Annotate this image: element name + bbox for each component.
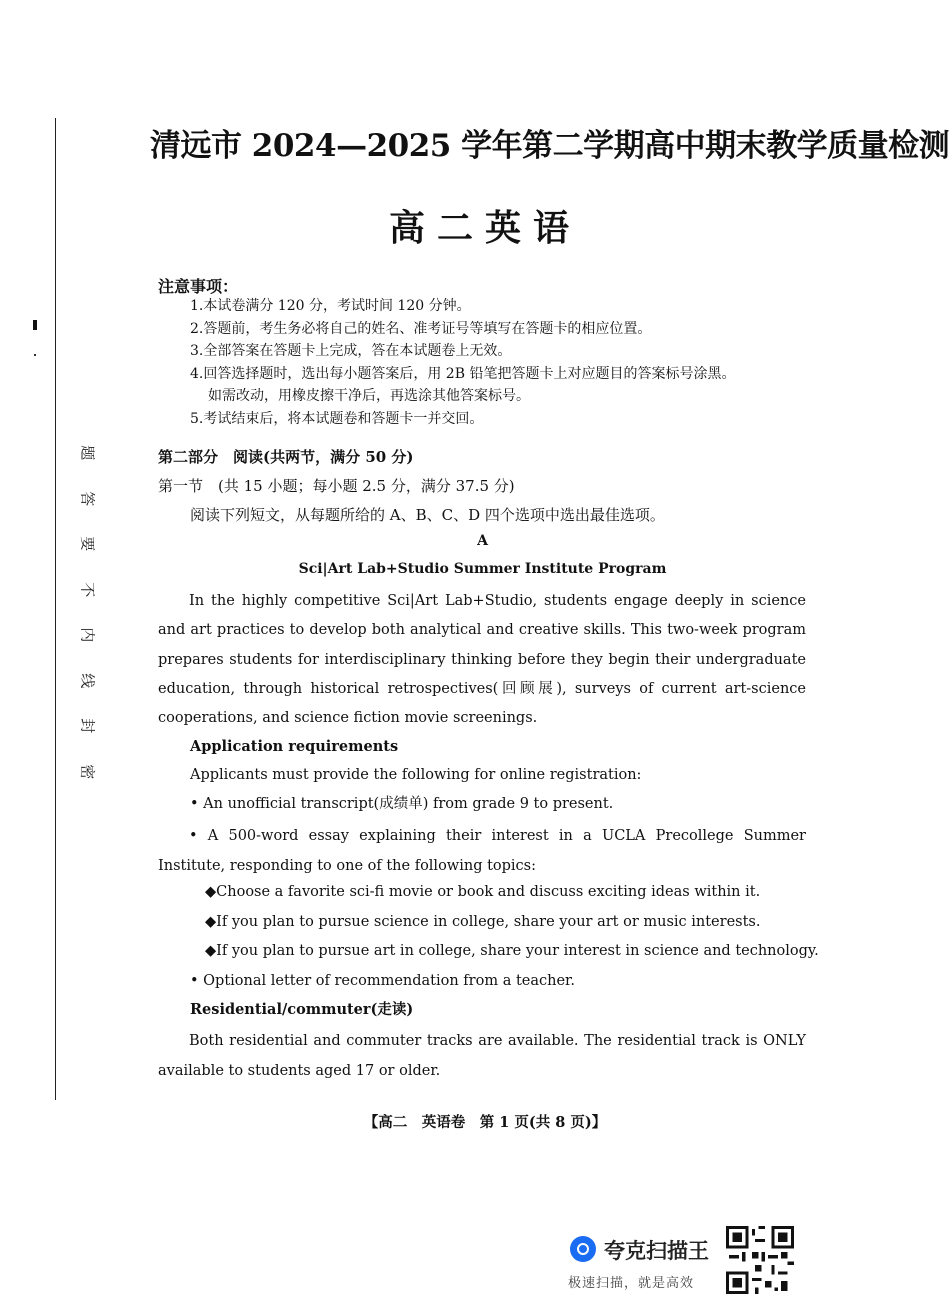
- seal-char: 不: [78, 581, 97, 597]
- seal-char: 密: [78, 763, 97, 779]
- notice-list: [190, 295, 820, 430]
- requirements-heading: Application requirements: [190, 738, 399, 755]
- passage-title: Sci|Art Lab+Studio Summer Institute Program: [298, 561, 667, 577]
- seal-char: 内: [78, 627, 97, 643]
- essay-topic: ◆If you plan to pursue science in college, share your art or music interests.: [205, 914, 761, 930]
- seal-char: 线: [78, 672, 97, 688]
- seal-char: 封: [78, 718, 97, 734]
- section-heading: 第一节 (共 15 小题；每小题 2.5 分，满分 37.5 分): [158, 477, 515, 495]
- binding-line: [55, 118, 56, 1100]
- requirement-essay: • A 500-word essay explaining their interest in a UCLA Precollege Summer Institute, responding to one of the following topics:: [158, 828, 806, 874]
- notice-heading: 注意事项：: [158, 277, 239, 296]
- essay-topic: ◆Choose a favorite sci-fi movie or book and discuss exciting ideas within it.: [205, 884, 761, 900]
- requirement-recommendation: • Optional letter of recommendation from a teacher.: [190, 973, 575, 989]
- seal-char: 答: [78, 490, 97, 506]
- exam-subtitle: 高二英语: [388, 207, 581, 249]
- essay-topic: ◆If you plan to pursue art in college, share your interest in science and technology.: [205, 943, 819, 959]
- residential-text: Both residential and commuter tracks are available. The residential track is ONLY available to students aged 17 or older.: [158, 1033, 806, 1079]
- notice-item: 5.考试结束后，将本试题卷和答题卡一并交回。: [190, 410, 484, 427]
- scanner-slogan: 极速扫描，就是高效: [568, 1276, 695, 1291]
- notice-item: 2.答题前，考生务必将自己的姓名、准考证号等填写在答题卡的相应位置。: [190, 320, 652, 337]
- page-footer: 【高二 英语卷 第 1 页(共 8 页)】: [363, 1114, 607, 1131]
- residential-heading: Residential/commuter(走读): [190, 1001, 414, 1018]
- instruction: 阅读下列短文，从每题所给的 A、B、C、D 四个选项中选出最佳选项。: [190, 506, 665, 524]
- notice-item: 3.全部答案在答题卡上完成，答在本试题卷上无效。: [190, 343, 512, 359]
- requirements-intro: Applicants must provide the following for online registration:: [190, 767, 642, 783]
- part-heading: 第二部分 阅读(共两节，满分 50 分): [158, 448, 414, 466]
- seal-char: 要: [78, 536, 97, 552]
- seal-warning: [60, 430, 97, 794]
- binding-dot: [34, 354, 36, 356]
- binding-mark: [33, 320, 37, 330]
- qr-code-icon: [726, 1226, 794, 1294]
- passage-letter: A: [477, 533, 488, 549]
- passage-intro: In the highly competitive Sci|Art Lab+Studio, students engage deeply in science and art practices to develop both analytical and creative skills. This two-week program prepares students for interdisciplinary thinking before they begin their undergraduate education, through historical retrospectives(回顾展), surveys of current art-science cooperations, and science fiction movie screenings.: [158, 593, 806, 727]
- requirement-transcript: • An unofficial transcript(成绩单) from grade 9 to present.: [190, 796, 614, 812]
- scanner-app-name: 夸克扫描王: [604, 1239, 709, 1263]
- notice-item: 1.本试卷满分 120 分，考试时间 120 分钟。: [190, 298, 471, 314]
- notice-item: 4.回答选择题时，选出每小题答案后，用 2B 铅笔把答题卡上对应题目的答案标号涂黑。: [190, 365, 736, 382]
- quark-logo-icon: [570, 1236, 596, 1262]
- exam-title: 清远市 2024—2025 学年第二学期高中期末教学质量检测: [150, 128, 949, 164]
- scanner-watermark: [566, 1230, 726, 1290]
- notice-item: 如需改动，用橡皮擦干净后，再选涂其他答案标号。: [208, 388, 530, 404]
- seal-char: 题: [78, 445, 97, 461]
